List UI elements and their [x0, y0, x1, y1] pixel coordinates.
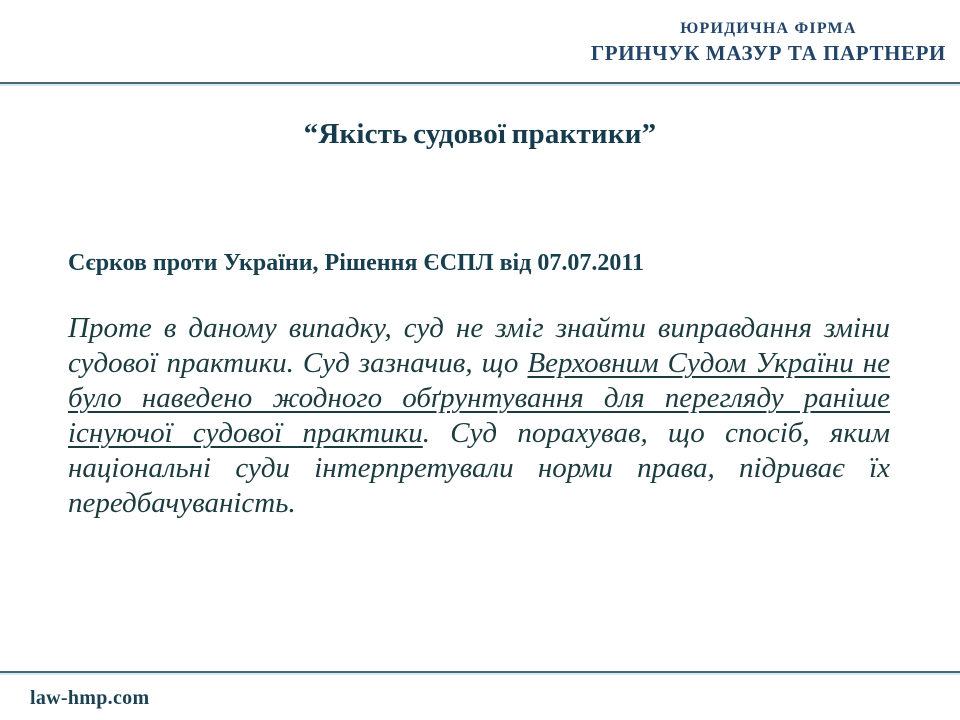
- firm-type-label: ЮРИДИЧНА ФІРМА: [680, 20, 857, 37]
- underlined-passage: Верховним Судом України не було наведено жодного обґрунтування для перегляду раніше існуючої судової практики: [68, 347, 891, 449]
- body-text-before: Проте в даному випадку, суд не зміг знайти виправдання зміни судової практики. Суд зазначив, що: [68, 312, 890, 379]
- slide-title: “Якість судової практики”: [303, 118, 657, 150]
- law-firm-header: [591, 20, 946, 66]
- header-rule-light-line: [0, 84, 960, 86]
- firm-name-label: ГРИНЧУК МАЗУР ТА ПАРТНЕРИ: [590, 41, 946, 65]
- footer-rule: [0, 671, 960, 675]
- body-text-after: . Суд порахував, що спосіб, яким національні суди інтерпретували норми права, підриває їх передбачуваність.: [68, 417, 890, 519]
- case-heading: Сєрков проти України, Рішення ЄСПЛ від 07.07.2011: [68, 250, 645, 276]
- website-text: law-hmp.com: [30, 687, 150, 709]
- body-paragraph: [68, 311, 890, 521]
- footer-rule-light-line: [0, 673, 960, 675]
- header-rule: [0, 82, 960, 86]
